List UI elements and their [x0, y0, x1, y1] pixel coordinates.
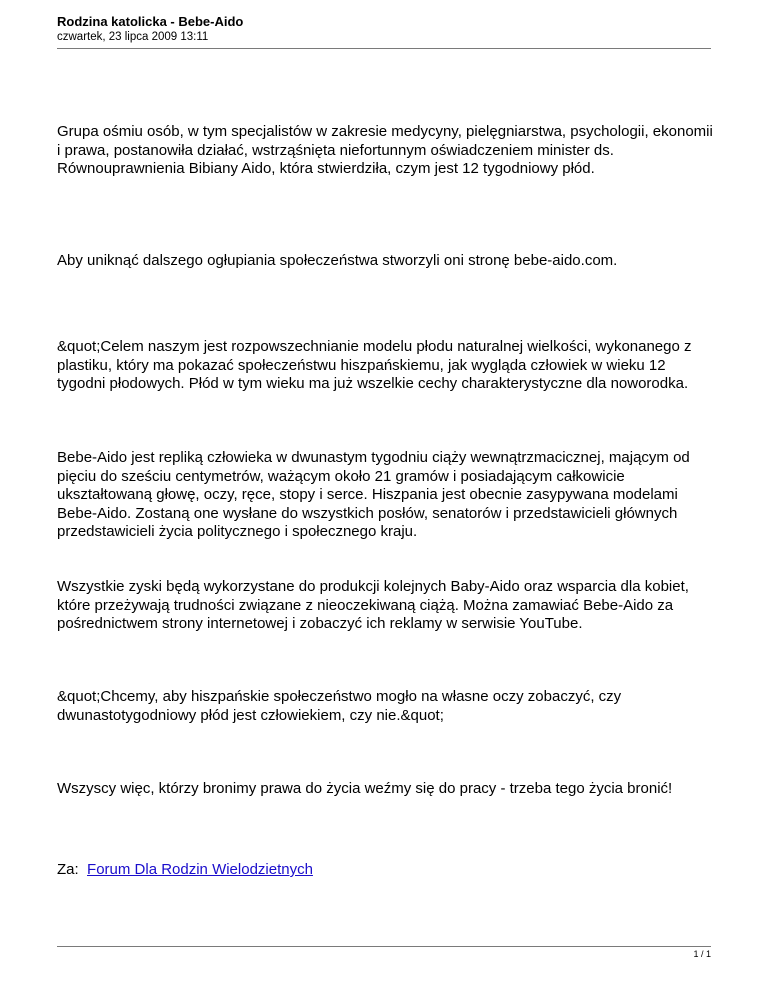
article-paragraph: Wszyscy więc, którzy bronimy prawa do życia weźmy się do pracy - trzeba tego życia bronić!	[57, 780, 673, 797]
footer-divider	[57, 946, 711, 947]
document-header	[57, 14, 711, 44]
source-line	[57, 861, 717, 880]
page-number: 1 / 1	[693, 949, 711, 959]
document-date: czwartek, 23 lipca 2009 13:11	[57, 31, 209, 43]
source-link[interactable]: Forum Dla Rodzin Wielodzietnych	[87, 861, 313, 878]
source-prefix: Za:	[57, 861, 79, 878]
article-paragraph: Wszystkie zyski będą wykorzystane do produkcji kolejnych Baby-Aido oraz wsparcia dla kobiet, które przeżywają trudności związane z nieoczekiwaną ciążą. Można zamawiać Bebe-Aido za pośrednictwem strony internetowej i zobaczyć ich reklamy w serwisie YouTube.	[57, 578, 689, 632]
document-title: Rodzina katolicka - Bebe-Aido	[57, 14, 244, 29]
article-paragraph: &quot;Celem naszym jest rozpowszechnianie modelu płodu naturalnej wielkości, wykonanego z plastiku, który ma pokazać społeczeństwu hiszpańskiemu, jak wygląda człowiek w wieku 12 tygodni płodowych. Płód w tym wieku ma już wszelkie cechy charakterystyczne dla noworodka.	[57, 338, 692, 392]
article-paragraph: Grupa ośmiu osób, w tym specjalistów w zakresie medycyny, pielęgniarstwa, psychologii, ekonomii i prawa, postanowiła działać, wstrząśnięta niefortunnym oświadczeniem minister ds. Równouprawnienia Bibiany Aido, która stwierdziła, czym jest 12 tygodniowy płód.	[57, 123, 713, 177]
article-paragraph: Bebe-Aido jest repliką człowieka w dwunastym tygodniu ciąży wewnątrzmacicznej, mającym od pięciu do sześciu centymetrów, ważącym około 21 gramów i posiadającym całkowicie ukształtowaną głowę, oczy, ręce, stopy i serce. Hiszpania jest obecnie zasypywana modelami Bebe-Aido. Zostaną one wysłane do wszystkich posłów, senatorów i przedstawicieli głównych przedstawicieli życia politycznego i społecznego kraju.	[57, 449, 690, 540]
article-paragraph: Aby uniknąć dalszego ogłupiania społeczeństwa stworzyli oni stronę bebe-aido.com.	[57, 252, 618, 269]
header-divider	[57, 48, 711, 49]
article-paragraph: &quot;Chcemy, aby hiszpańskie społeczeństwo mogło na własne oczy zobaczyć, czy dwunastotygodniowy płód jest człowiekiem, czy nie.&quot;	[57, 688, 622, 724]
